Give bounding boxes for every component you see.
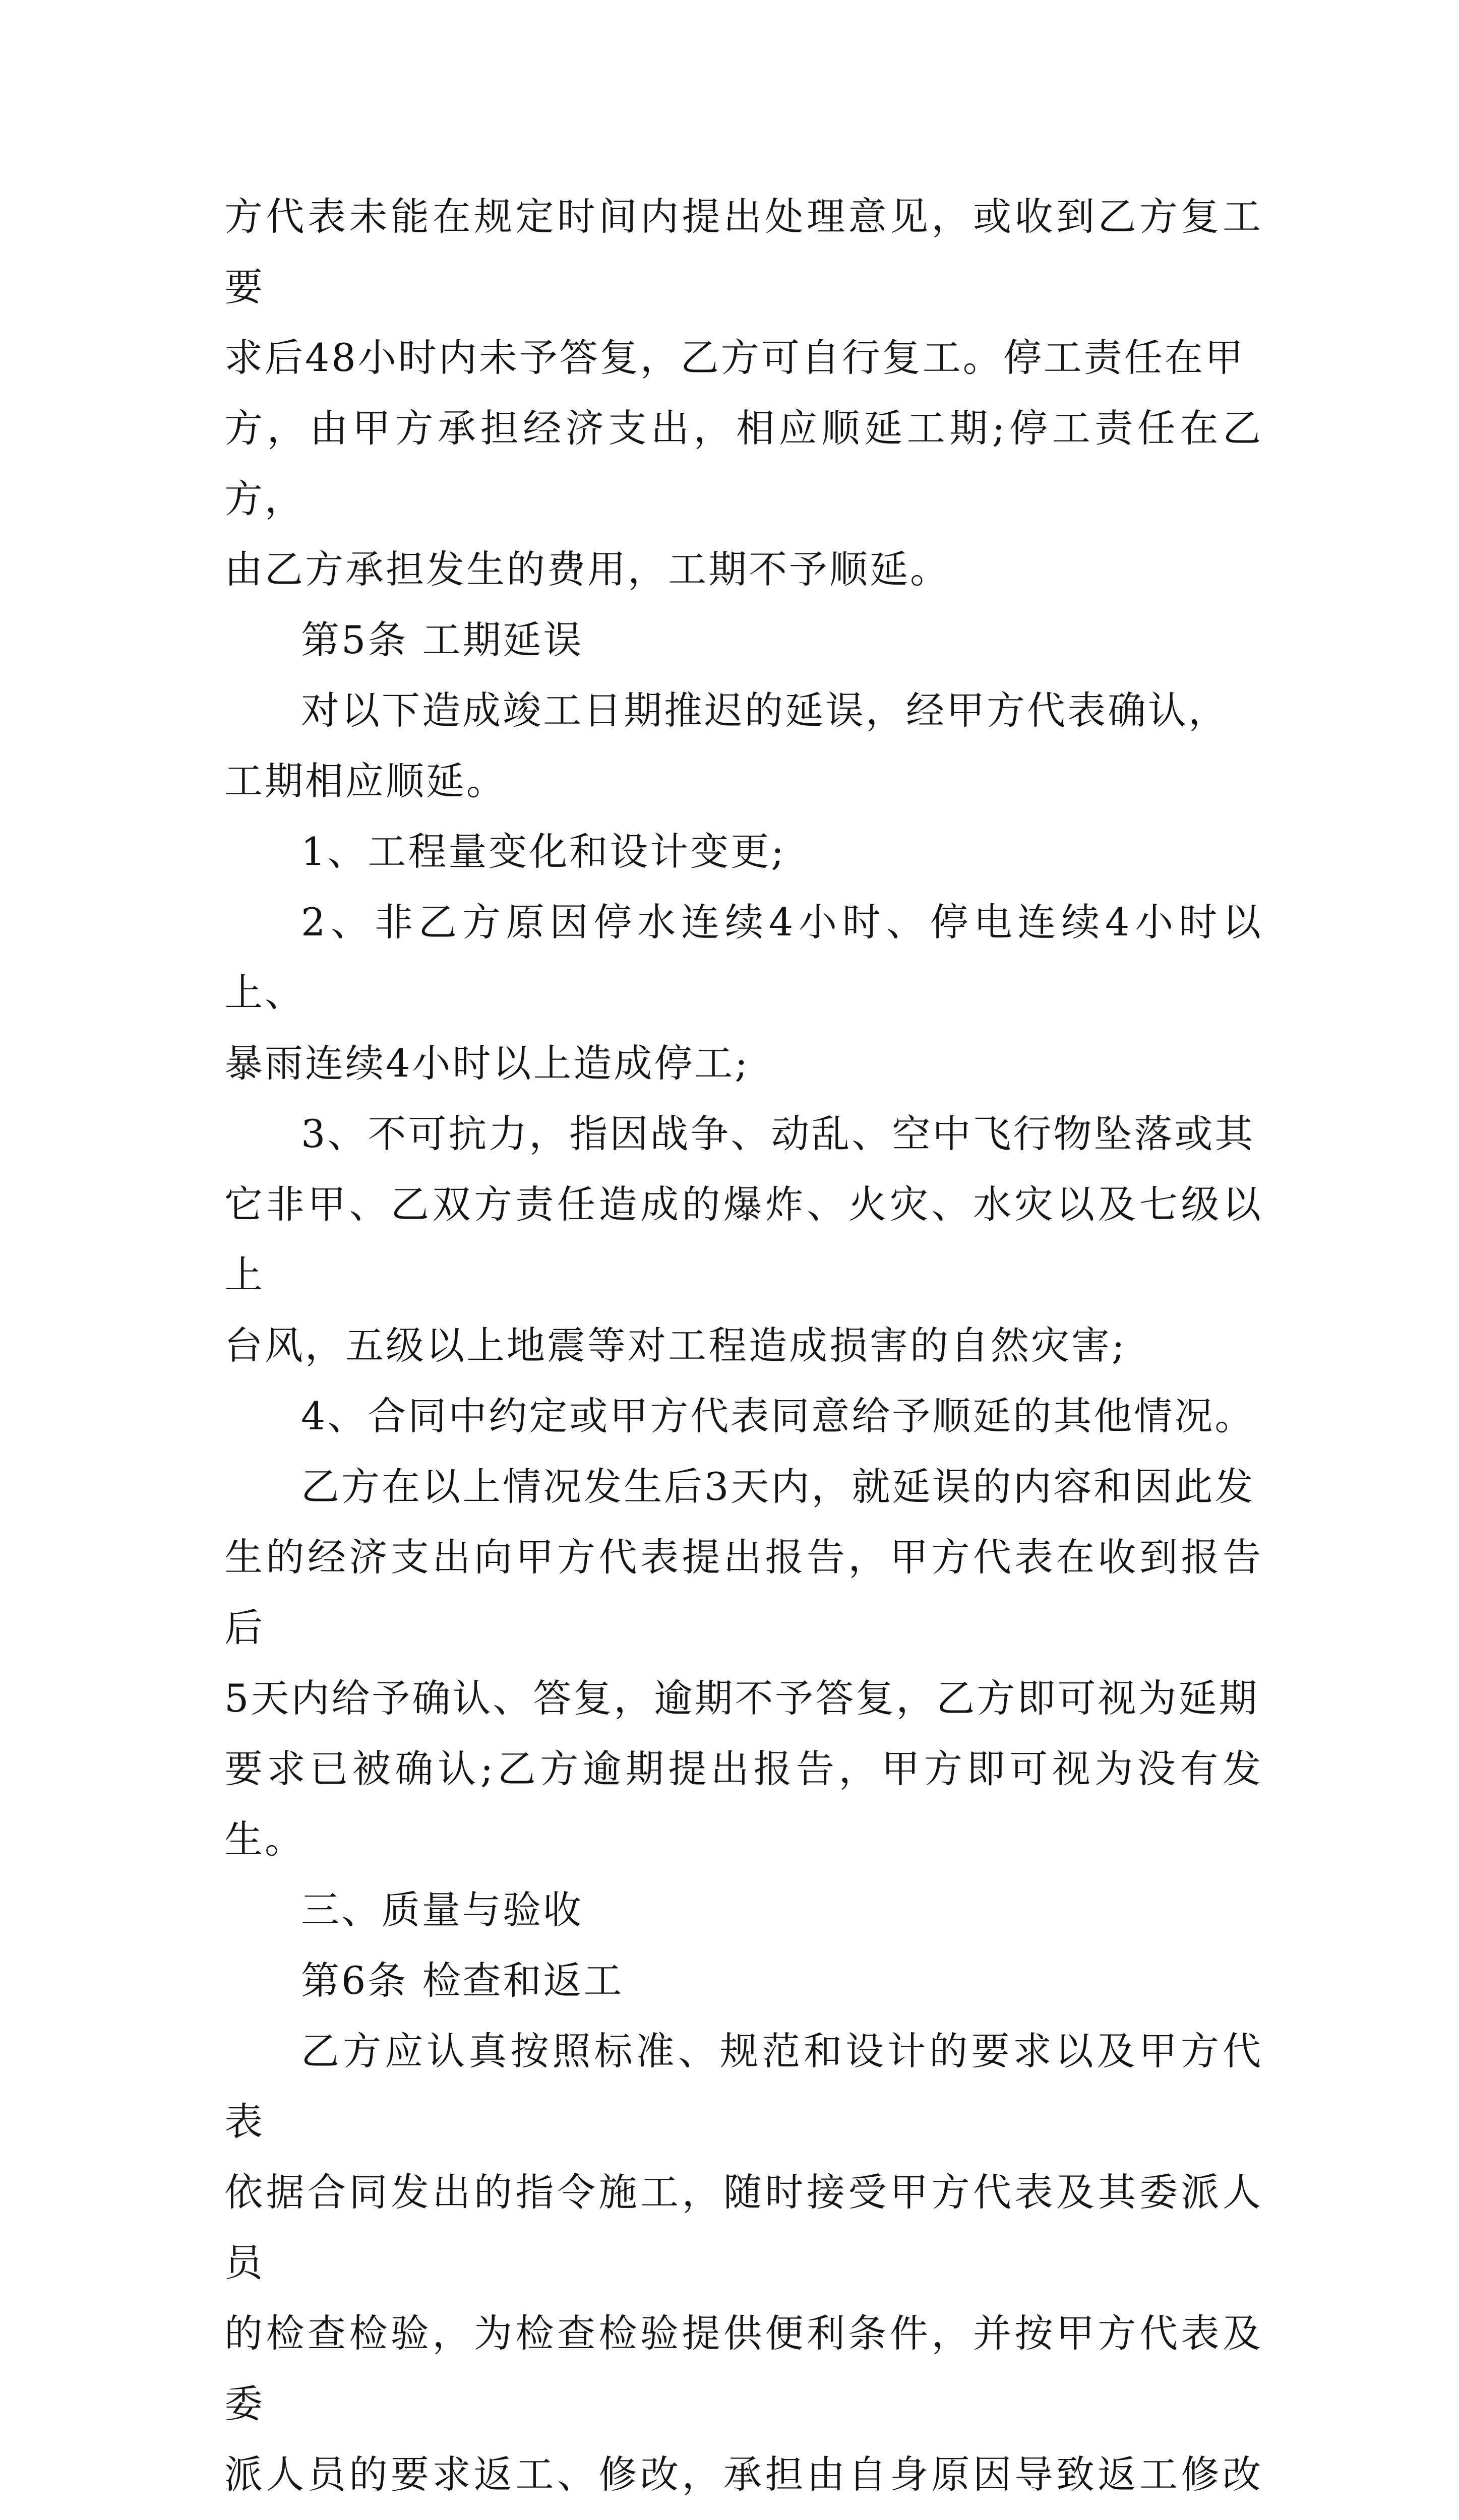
text-line: 5天内给予确认、答复，逾期不予答复，乙方即可视为延期 [224, 1676, 1259, 1721]
text-line: 依据合同发出的指令施工，随时接受甲方代表及其委派人员 [224, 2170, 1263, 2285]
list-item: 2、非乙方原因停水连续4小时、停电连续4小时以上、 [224, 900, 1263, 1015]
text-line: 由乙方承担发生的费用，工期不予顺延。 [224, 547, 950, 592]
section-heading: 三、质量与验收 [301, 1887, 583, 1932]
text-line: 暴雨连续4小时以上造成停工; [224, 1041, 750, 1086]
section-heading: 第6条 检查和返工 [301, 1958, 624, 2003]
list-item: 4、合同中约定或甲方代表同意给予顺延的其他情况。 [301, 1394, 1255, 1438]
text-line: 要求已被确认;乙方逾期提出报告，甲方即可视为没有发生。 [224, 1746, 1263, 1862]
text-line: 的检查检验，为检查检验提供便利条件，并按甲方代表及委 [224, 2311, 1263, 2426]
text-line: 对以下造成竣工日期推迟的延误，经甲方代表确认， [301, 688, 1229, 733]
text-line: 它非甲、乙双方责任造成的爆炸、火灾、水灾以及七级以上 [224, 1182, 1263, 1297]
text-line: 工期相应顺延。 [224, 759, 507, 803]
text-line: 乙方在以上情况发生后3天内，就延误的内容和因此发 [301, 1464, 1255, 1509]
text-line: 方，由甲方承担经济支出，相应顺延工期;停工责任在乙方， [224, 406, 1263, 521]
text-line: 乙方应认真按照标准、规范和设计的要求以及甲方代表 [224, 2029, 1263, 2144]
list-item: 1、工程量变化和设计变更; [301, 829, 786, 874]
list-item: 3、不可抗力，指因战争、动乱、空中飞行物坠落或其 [301, 1111, 1255, 1156]
section-heading: 第5条 工期延误 [301, 617, 584, 662]
text-line: 台风，五级以上地震等对工程造成损害的自然灾害; [224, 1323, 1127, 1368]
text-line: 派人员的要求返工、修改，承担由自身原因导致返工修改 [224, 2452, 1263, 2497]
text-line: 求后48小时内未予答复，乙方可自行复工。停工责任在甲 [224, 335, 1245, 380]
document-body [224, 181, 1263, 2520]
text-line: 生的经济支出向甲方代表提出报告，甲方代表在收到报告后 [224, 1535, 1263, 1650]
text-line: 方代表未能在规定时间内提出处理意见，或收到乙方复工要 [224, 194, 1263, 309]
